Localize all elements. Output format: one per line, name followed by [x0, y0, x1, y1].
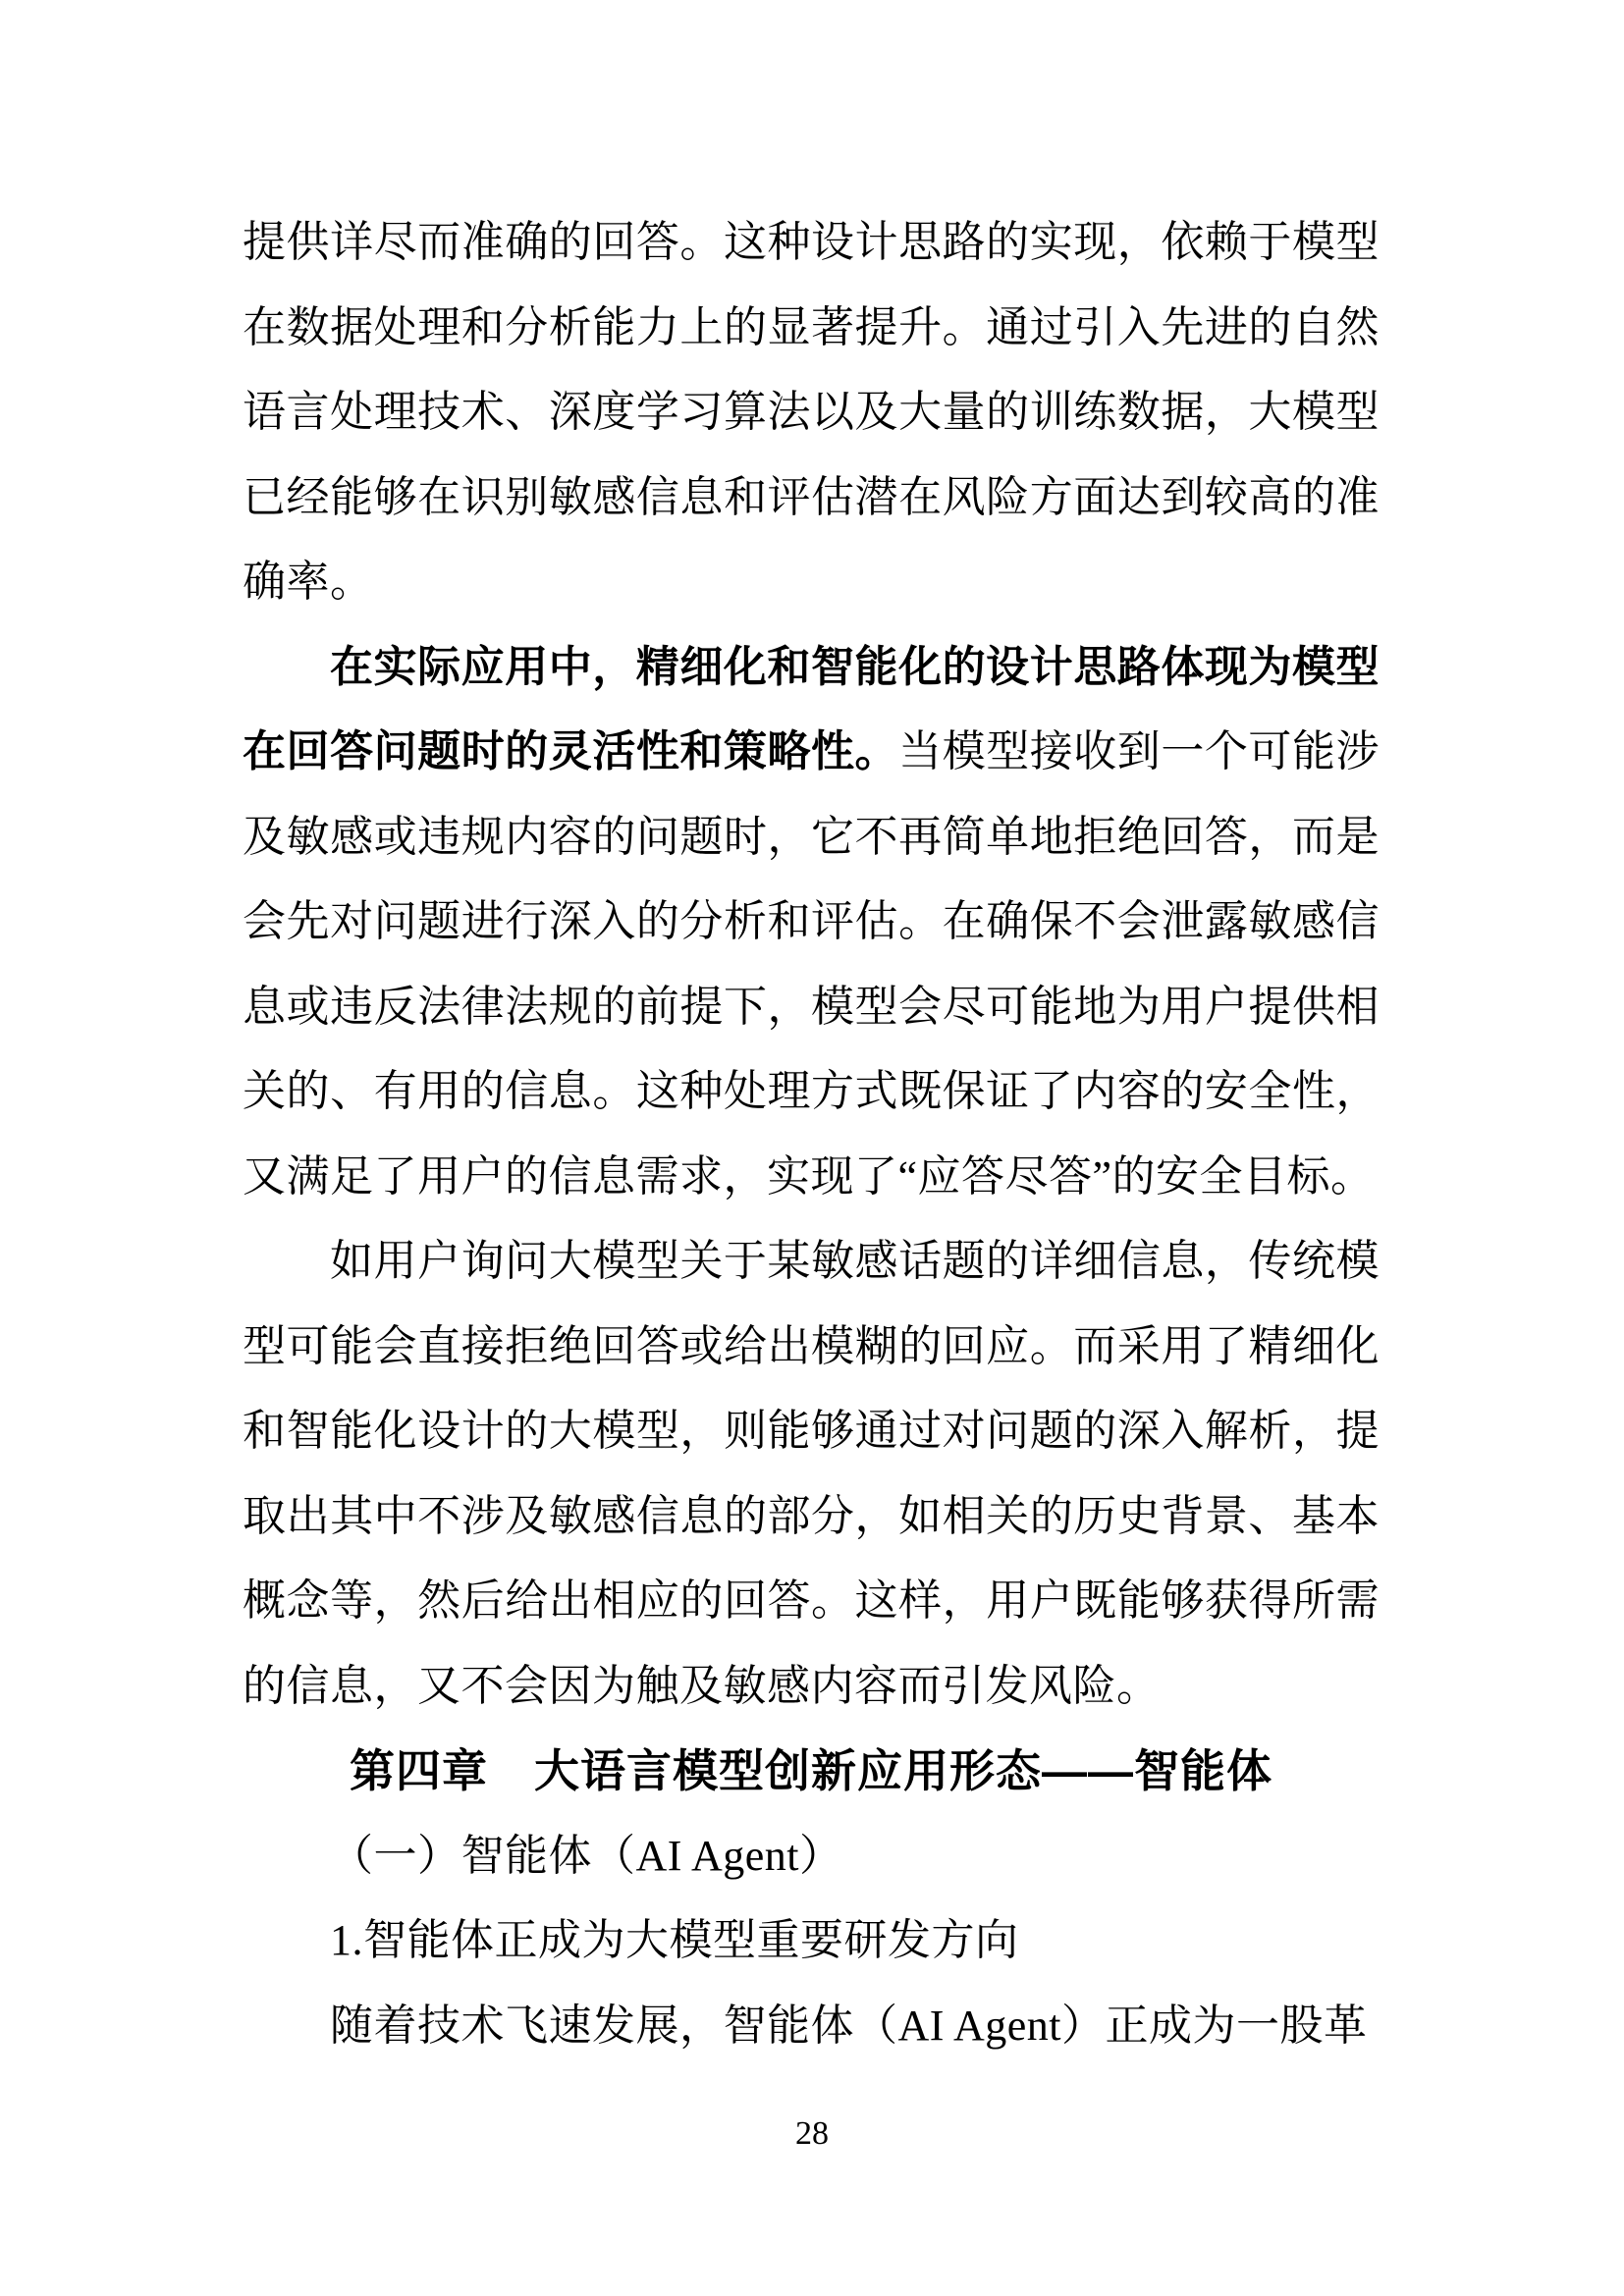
- text-column: [243, 200, 1380, 2068]
- paragraph-example: [243, 1219, 1380, 1729]
- paragraph-continuation: [243, 200, 1380, 625]
- chapter-heading: 第四章 大语言模型创新应用形态——智能体: [350, 1745, 1272, 1796]
- paragraph-agent-intro: [243, 1984, 1380, 2069]
- paragraph-text: 如用户询问大模型关于某敏感话题的详细信息，传统模型可能会直接拒绝回答或给出模糊的回应。而采用了精细化和智能化设计的大模型，则能够通过对问题的深入解析，提取出其中不涉及敏感信息的部分，如相关的历史背景、基本概念等，然后给出相应的回答。这样，用户既能够获得所需的信息，又不会因为触及敏感内容而引发风险。: [243, 1237, 1380, 1710]
- paragraph-application: [243, 625, 1380, 1220]
- paragraph-text: 当模型接收到一个可能涉及敏感或违规内容的问题时，它不再简单地拒绝回答，而是会先对问题进行深入的分析和评估。在确保不会泄露敏感信息或违反法律法规的前提下，模型会尽可能地为用户提供相关的、有用的信息。这种处理方式既保证了内容的安全性，又满足了用户的信息需求，实现了“应答尽答”的安全目标。: [243, 727, 1380, 1201]
- section-heading-text: （一）智能体（AI Agent）: [330, 1831, 843, 1880]
- emphasized-sentence: 在实际应用中，精细化和智能化的设计思路体现为模型在回答问题时的灵活性和策略性。: [243, 642, 1380, 775]
- section-heading: [243, 1814, 1380, 1899]
- paragraph-text: 提供详尽而准确的回答。这种设计思路的实现，依赖于模型在数据处理和分析能力上的显著提升。通过引入先进的自然语言处理技术、深度学习算法以及大量的训练数据，大模型已经能够在识别敏感信息和评估潜在风险方面达到较高的准确率。: [243, 218, 1380, 606]
- subsection-heading: [243, 1898, 1380, 1984]
- subsection-heading-text: 1.智能体正成为大模型重要研发方向: [330, 1916, 1019, 1964]
- paragraph-text: 随着技术飞速发展，智能体（AI Agent）正成为一股革: [330, 2001, 1368, 2050]
- page-number: 28: [795, 2115, 829, 2152]
